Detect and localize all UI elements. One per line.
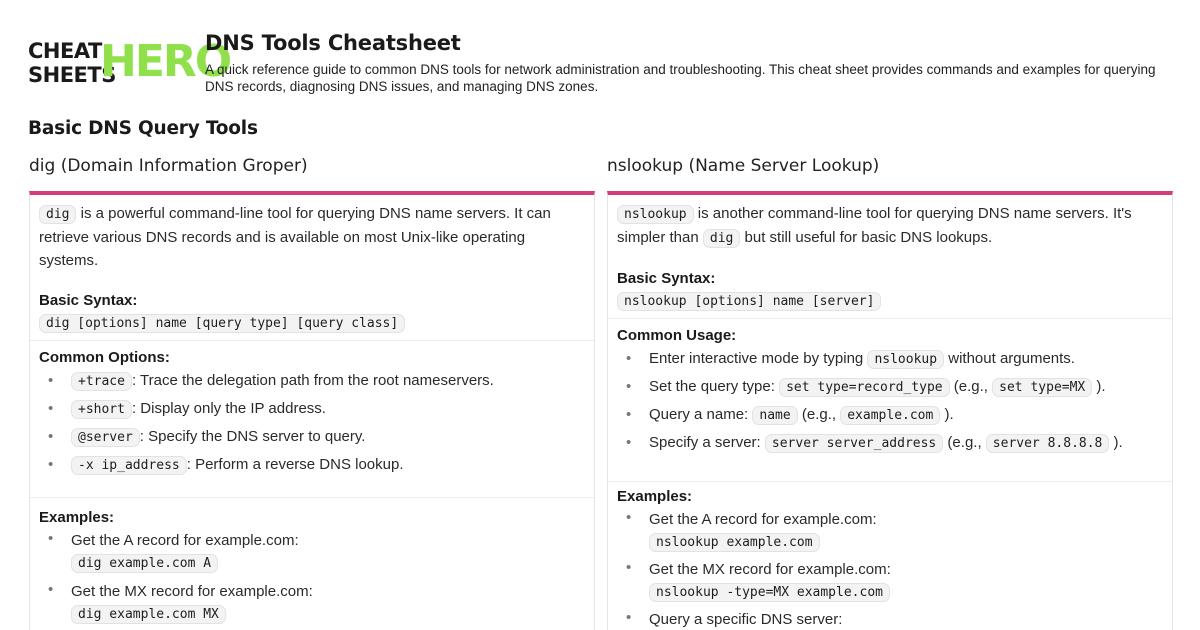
dig-examples-label: Examples:	[39, 509, 115, 526]
dig-option-item	[39, 426, 585, 454]
section-title: Basic DNS Query Tools	[28, 118, 258, 139]
nslookup-usage-item	[617, 404, 1163, 432]
dig-option-item	[39, 370, 585, 398]
nslookup-usage-text: (e.g.,	[943, 434, 986, 451]
dig-example-item	[39, 530, 585, 581]
nslookup-usage	[608, 326, 1172, 460]
nslookup-usage-text: (e.g.,	[797, 406, 841, 423]
dig-option-item	[39, 398, 585, 426]
dig-option-code: -x ip_address	[71, 456, 187, 475]
dig-options-label: Common Options:	[39, 349, 170, 366]
nslookup-usage-text: Enter interactive mode by typing	[649, 350, 868, 367]
nslookup-syntax-code: nslookup [options] name [server]	[617, 292, 881, 311]
nslookup-usage-eg-code: example.com	[840, 406, 940, 425]
nslookup-example-text: • Query a specific DNS server:	[649, 611, 843, 628]
nslookup-card-title: nslookup (Name Server Lookup)	[607, 156, 880, 176]
dig-example-text: • Get the MX record for example.com:	[71, 583, 313, 600]
dig-option-text: : Display only the IP address.	[131, 400, 326, 417]
page-subtitle: A quick reference guide to common DNS tools for network administration and troubleshooting. This cheat sheet provides commands and examples for querying DNS records, diagnosing DNS issues, and managing DNS zones.	[205, 62, 1156, 94]
dig-example-code: dig example.com A	[71, 554, 218, 573]
nslookup-usage-eg-code: server 8.8.8.8	[986, 434, 1110, 453]
nslookup-syntax-label: Basic Syntax:	[617, 270, 716, 287]
nslookup-examples	[608, 487, 1172, 630]
nslookup-usage-text: without arguments.	[944, 350, 1075, 367]
nslookup-usage-item	[617, 432, 1163, 460]
nslookup-usage-code: server server_address	[765, 434, 943, 453]
dig-options	[30, 348, 594, 482]
nslookup-example-item	[617, 559, 1163, 609]
nslookup-example-text: • Get the MX record for example.com:	[649, 561, 891, 578]
nslookup-usage-text: ).	[940, 406, 954, 423]
nslookup-example-item	[617, 609, 1163, 630]
nslookup-usage-text: ).	[1092, 378, 1106, 395]
dig-option-item	[39, 454, 585, 482]
nslookup-card	[607, 191, 1173, 630]
nslookup-usage-code: nslookup	[867, 350, 944, 369]
page-title: DNS Tools Cheatsheet	[205, 31, 461, 55]
nslookup-intro-code: nslookup	[617, 205, 694, 224]
nslookup-usage-label: Common Usage:	[617, 327, 737, 344]
dig-intro	[30, 202, 594, 272]
nslookup-usage-code: set type=record_type	[779, 378, 950, 397]
nslookup-example-code: nslookup example.com	[649, 533, 820, 552]
nslookup-usage-code: name	[752, 406, 797, 425]
nslookup-example-code: nslookup -type=MX example.com	[649, 583, 890, 602]
nslookup-examples-label: Examples:	[617, 488, 693, 505]
dig-option-text: : Trace the delegation path from the root nameservers.	[131, 372, 494, 389]
dig-option-code: +short	[71, 400, 132, 419]
nslookup-example-text: • Get the A record for example.com:	[649, 511, 877, 528]
dig-example-text: • Get the A record for example.com:	[71, 532, 299, 549]
nslookup-intro-text-2: but still useful for basic DNS lookups.	[740, 229, 993, 246]
dig-divider-1	[30, 340, 594, 341]
nslookup-usage-item	[617, 348, 1163, 376]
logo-sheets-text: SHEETS	[28, 63, 116, 87]
logo-hero-text: HERO	[100, 36, 231, 87]
dig-intro-text: is a powerful command-line tool for querying DNS name servers. It can retrieve various DNS records and is available on most Unix-like operating systems.	[39, 205, 551, 269]
nslookup-usage-text: Specify a server:	[649, 434, 765, 451]
nslookup-intro-text: is another command-line tool for querying DNS name servers. It's simpler than	[617, 205, 1132, 246]
dig-examples	[30, 508, 594, 630]
nslookup-divider-2	[608, 481, 1172, 482]
dig-card-title: dig (Domain Information Groper)	[29, 156, 308, 176]
dig-option-code: @server	[71, 428, 140, 447]
nslookup-divider-1	[608, 318, 1172, 319]
logo[interactable]	[28, 36, 231, 88]
dig-card	[29, 191, 595, 630]
nslookup-usage-text: (e.g.,	[949, 378, 993, 395]
nslookup-usage-text: ).	[1109, 434, 1123, 451]
dig-syntax-label: Basic Syntax:	[39, 292, 138, 309]
logo-cheat-text: CHEAT	[28, 39, 102, 63]
dig-option-text: : Perform a reverse DNS lookup.	[186, 456, 404, 473]
dig-intro-code: dig	[39, 205, 76, 224]
dig-divider-2	[30, 497, 594, 498]
dig-example-item	[39, 581, 585, 630]
dig-example-code: dig example.com MX	[71, 605, 226, 624]
nslookup-usage-text: Set the query type:	[649, 378, 780, 395]
dig-option-code: +trace	[71, 372, 132, 391]
dig-syntax	[30, 291, 594, 332]
nslookup-usage-item	[617, 376, 1163, 404]
dig-option-text: : Specify the DNS server to query.	[139, 428, 366, 445]
nslookup-usage-eg-code: set type=MX	[992, 378, 1092, 397]
nslookup-syntax	[608, 269, 1172, 310]
nslookup-intro-code-2: dig	[703, 229, 740, 248]
nslookup-example-item	[617, 509, 1163, 559]
nslookup-intro	[608, 202, 1172, 250]
nslookup-usage-text: Query a name:	[649, 406, 753, 423]
dig-syntax-code: dig [options] name [query type] [query class]	[39, 314, 405, 333]
